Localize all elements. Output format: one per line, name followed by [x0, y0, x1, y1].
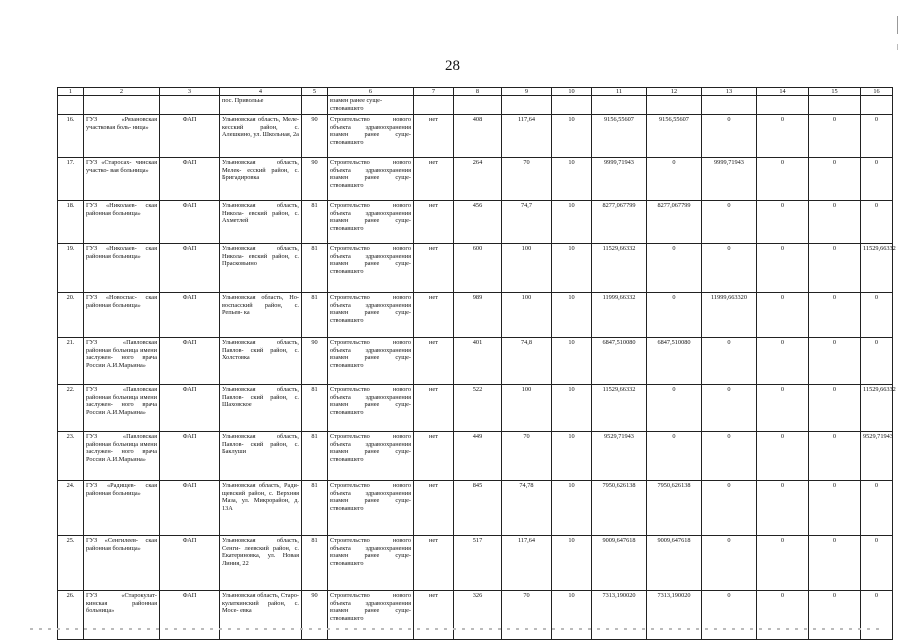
cell-description: Строительство нового объекта здравоохранения взамен ранее суще- ствовавшего [328, 201, 414, 244]
cell-facility-type: ФАП [160, 115, 220, 158]
cell-col5: 90 [302, 158, 328, 201]
cell-facility-type: ФАП [160, 244, 220, 293]
continuation-row [58, 96, 893, 115]
cell-description: Строительство нового объекта здравоохранения взамен ранее суще- ствовавшего [328, 293, 414, 338]
cell-row-number: 23. [58, 432, 84, 481]
cell-col14: 0 [757, 115, 809, 158]
cell-col12: 8277,067799 [647, 201, 702, 244]
cell-col7: нет [414, 481, 454, 536]
cell-organization: ГУЗ «Павловская районная больница имени заслужен- ного врача России А.И.Марьина» [84, 432, 160, 481]
cell-col14: 0 [757, 158, 809, 201]
cell-col8: 456 [454, 201, 502, 244]
cell-col7: нет [414, 115, 454, 158]
cell-col10: 10 [552, 481, 592, 536]
cell-description: Строительство нового объекта здравоохранения взамен ранее суще- ствовавшего [328, 338, 414, 385]
cell-address: пос. Привольье [220, 96, 302, 115]
cell-col10: 10 [552, 338, 592, 385]
page-number: 28 [445, 58, 460, 74]
cell-organization: ГУЗ «Николаев- ская районная больница» [84, 244, 160, 293]
scan-edge-mark [897, 16, 898, 34]
cell-description: Строительство нового объекта здравоохранения взамен ранее суще- ствовавшего [328, 432, 414, 481]
cell-col8: 408 [454, 115, 502, 158]
cell-col11: 7950,626138 [592, 481, 647, 536]
cell-col8: 401 [454, 338, 502, 385]
cell-facility-type: ФАП [160, 293, 220, 338]
column-header: 13 [702, 88, 757, 96]
cell-organization: ГУЗ «Старокулат- кинская районная больница» [84, 591, 160, 640]
cell-col13: 0 [702, 481, 757, 536]
cell-description: Строительство нового объекта здравоохранения взамен ранее суще- ствовавшего [328, 244, 414, 293]
cell-col10: 10 [552, 432, 592, 481]
cell-col16: 0 [861, 338, 893, 385]
cell-col16: 0 [861, 115, 893, 158]
cell-col9: 74,8 [502, 338, 552, 385]
cell-col14: 0 [757, 244, 809, 293]
column-number-row [58, 88, 893, 96]
cell-col9: 100 [502, 385, 552, 432]
cell-col12: 7950,626138 [647, 481, 702, 536]
cell-col15: 0 [809, 536, 861, 591]
cell-address: Ульяновская область, Никола- евский район, с. Ахметлей [220, 201, 302, 244]
cell-col12: 0 [647, 244, 702, 293]
cell-col16: 11529,66332 [861, 385, 893, 432]
cell-col11: 8277,067799 [592, 201, 647, 244]
cell-description: Строительство нового объекта здравоохранения взамен ранее суще- ствовавшего [328, 591, 414, 640]
cell-col16: 0 [861, 158, 893, 201]
cell-col10: 10 [552, 591, 592, 640]
cell-col16: 0 [861, 536, 893, 591]
cell-col12: 9009,647618 [647, 536, 702, 591]
cell-organization: ГУЗ «Старосах- чинская участко- вая больница» [84, 158, 160, 201]
cell-col11: 11529,66332 [592, 244, 647, 293]
cell-col12: 0 [647, 158, 702, 201]
scan-edge-mark [897, 44, 898, 50]
cell-col16: 0 [861, 201, 893, 244]
cell-col15: 0 [809, 201, 861, 244]
cell-col7: нет [414, 591, 454, 640]
cell-col7: нет [414, 338, 454, 385]
cell-address: Ульяновская область, Никола- евский район, с. Прасковьино [220, 244, 302, 293]
cell-col11: 6847,510080 [592, 338, 647, 385]
column-header: 9 [502, 88, 552, 96]
cell-col15: 0 [809, 385, 861, 432]
cell-col13: 0 [702, 536, 757, 591]
cell-row-number: 17. [58, 158, 84, 201]
cell-address: Ульяновская область, Павлов- ский район, с. Баклуши [220, 432, 302, 481]
cell-col15: 0 [809, 432, 861, 481]
cell-row-number: 26. [58, 591, 84, 640]
cell-col14: 0 [757, 481, 809, 536]
cell-col14: 0 [757, 432, 809, 481]
table-row [58, 536, 893, 591]
cell-col8: 264 [454, 158, 502, 201]
table-row [58, 293, 893, 338]
cell-col7: нет [414, 385, 454, 432]
column-header: 4 [220, 88, 302, 96]
cell-description: Строительство нового объекта здравоохранения взамен ранее суще- ствовавшего [328, 158, 414, 201]
column-header: 1 [58, 88, 84, 96]
cell-col16: 0 [861, 481, 893, 536]
cell-col15: 0 [809, 244, 861, 293]
table-row [58, 591, 893, 640]
cell-col16: 11529,66332 [861, 244, 893, 293]
column-header: 16 [861, 88, 893, 96]
table-row [58, 115, 893, 158]
cell-col5: 90 [302, 591, 328, 640]
cell-address: Ульяновская область, Меле- кесский район, с. Алешкино, ул. Школьная, 2а [220, 115, 302, 158]
cell-col9: 74,7 [502, 201, 552, 244]
cell-col9: 70 [502, 432, 552, 481]
cell-col5: 90 [302, 115, 328, 158]
cell-col16: 0 [861, 293, 893, 338]
cell-description: Строительство нового объекта здравоохранения взамен ранее суще- ствовавшего [328, 536, 414, 591]
column-header: 5 [302, 88, 328, 96]
column-header: 10 [552, 88, 592, 96]
cell-col5: 81 [302, 432, 328, 481]
cell-col10: 10 [552, 201, 592, 244]
cell-col11: 9156,55607 [592, 115, 647, 158]
cell-organization: ГУЗ «Николаев- ская районная больница» [84, 201, 160, 244]
cell-col9: 70 [502, 158, 552, 201]
cell-col5: 81 [302, 481, 328, 536]
cell-col12: 0 [647, 293, 702, 338]
cell-facility-type: ФАП [160, 201, 220, 244]
column-header: 11 [592, 88, 647, 96]
cell-col14: 0 [757, 201, 809, 244]
cell-col7: нет [414, 158, 454, 201]
table-row [58, 158, 893, 201]
column-header: 14 [757, 88, 809, 96]
cell-col10: 10 [552, 244, 592, 293]
cell-col7: нет [414, 432, 454, 481]
column-header: 6 [328, 88, 414, 96]
cell-facility-type: ФАП [160, 385, 220, 432]
cell-col9: 100 [502, 293, 552, 338]
cell-col5: 81 [302, 385, 328, 432]
cell-col8: 517 [454, 536, 502, 591]
cell-col11: 9999,71943 [592, 158, 647, 201]
data-table [57, 87, 896, 640]
cell-row-number: 21. [58, 338, 84, 385]
cell-col8: 845 [454, 481, 502, 536]
cell-col14: 0 [757, 536, 809, 591]
cell-row-number: 18. [58, 201, 84, 244]
cell-organization: ГУЗ «Павловская районная больница имени заслужен- ного врача России А.И.Марьина» [84, 385, 160, 432]
cell-col15: 0 [809, 591, 861, 640]
cell-facility-type: ФАП [160, 536, 220, 591]
cell-address: Ульяновская область, Ради- щевский район, с. Верхняя Маза, ул. Микрорайон, д. 13А [220, 481, 302, 536]
cell-col7: нет [414, 244, 454, 293]
cell-col8: 600 [454, 244, 502, 293]
cell-col14: 0 [757, 591, 809, 640]
cell-row-number: 19. [58, 244, 84, 293]
cell-address: Ульяновская область, Павлов- ский район, с. Холстовка [220, 338, 302, 385]
cell-col5: 81 [302, 244, 328, 293]
cell-col15: 0 [809, 115, 861, 158]
cell-col9: 74,78 [502, 481, 552, 536]
cell-organization: ГУЗ «Павловская районная больница имени заслужен- ного врача России А.И.Марьина» [84, 338, 160, 385]
cell-organization: ГУЗ «Рязановская участковая боль- ница» [84, 115, 160, 158]
cell-col9: 70 [502, 591, 552, 640]
cell-col11: 11999,66332 [592, 293, 647, 338]
cell-organization: ГУЗ «Радищев- ская районная больница» [84, 481, 160, 536]
cell-col13: 0 [702, 432, 757, 481]
cell-col13: 0 [702, 201, 757, 244]
cell-facility-type: ФАП [160, 338, 220, 385]
column-header: 2 [84, 88, 160, 96]
cell-col15: 0 [809, 481, 861, 536]
cell-row-number: 16. [58, 115, 84, 158]
cell-col16: 9529,71943 [861, 432, 893, 481]
cell-col13: 0 [702, 591, 757, 640]
cell-address: Ульяновская область, Сенги- леевский район, с. Екатериновка, ул. Новая Линия, 22 [220, 536, 302, 591]
cell-col5: 90 [302, 338, 328, 385]
cell-col14: 0 [757, 338, 809, 385]
cell-description: Строительство нового объекта здравоохранения взамен ранее суще- ствовавшего [328, 115, 414, 158]
cell-facility-type: ФАП [160, 158, 220, 201]
cell-col13: 9999,71943 [702, 158, 757, 201]
cell-col13: 0 [702, 385, 757, 432]
cell-col13: 11999,663320 [702, 293, 757, 338]
cell-col15: 0 [809, 338, 861, 385]
cell-col7: нет [414, 201, 454, 244]
cell-facility-type: ФАП [160, 432, 220, 481]
cell-col15: 0 [809, 158, 861, 201]
cell-address: Ульяновская область, Павлов- ский район, с. Шаховское [220, 385, 302, 432]
table-row [58, 338, 893, 385]
column-header: 7 [414, 88, 454, 96]
cell-col13: 0 [702, 115, 757, 158]
column-header: 15 [809, 88, 861, 96]
cell-col15: 0 [809, 293, 861, 338]
cell-col14: 0 [757, 385, 809, 432]
cell-col10: 10 [552, 293, 592, 338]
cell-row-number: 25. [58, 536, 84, 591]
cell-facility-type: ФАП [160, 591, 220, 640]
cell-col9: 117,64 [502, 115, 552, 158]
cell-col5: 81 [302, 536, 328, 591]
cell-address: Ульяновская область, Но- воспасский район, с. Репьев- ка [220, 293, 302, 338]
cell-col12: 7313,190020 [647, 591, 702, 640]
table-row [58, 201, 893, 244]
cell-row-number: 24. [58, 481, 84, 536]
cell-address: Ульяновская область, Старо- кулаткинский район, с. Мосе- евка [220, 591, 302, 640]
table-row [58, 244, 893, 293]
cell-col5: 81 [302, 201, 328, 244]
cell-col12: 6847,510080 [647, 338, 702, 385]
cell-col12: 0 [647, 385, 702, 432]
cell-address: Ульяновская область, Мелек- есский район, с. Бригадировка [220, 158, 302, 201]
cell-col10: 10 [552, 536, 592, 591]
cell-col11: 9529,71943 [592, 432, 647, 481]
cell-col16: 0 [861, 591, 893, 640]
cell-col14: 0 [757, 293, 809, 338]
cell-facility-type: ФАП [160, 481, 220, 536]
cell-col8: 326 [454, 591, 502, 640]
cell-col12: 0 [647, 432, 702, 481]
cell-col13: 0 [702, 338, 757, 385]
cell-col9: 100 [502, 244, 552, 293]
scan-bottom-noise [30, 628, 880, 630]
cell-col10: 10 [552, 115, 592, 158]
cell-description: Строительство нового объекта здравоохранения взамен ранее суще- ствовавшего [328, 385, 414, 432]
cell-col13: 0 [702, 244, 757, 293]
cell-col7: нет [414, 293, 454, 338]
table-row [58, 481, 893, 536]
cell-col8: 989 [454, 293, 502, 338]
cell-row-number: 20. [58, 293, 84, 338]
cell-col9: 117,64 [502, 536, 552, 591]
cell-description: Строительство нового объекта здравоохранения взамен ранее суще- ствовавшего [328, 481, 414, 536]
cell-col11: 7313,190020 [592, 591, 647, 640]
cell-description: взамен ранее суще- ствовавшего [328, 96, 414, 115]
cell-col5: 81 [302, 293, 328, 338]
table-row [58, 385, 893, 432]
column-header: 8 [454, 88, 502, 96]
cell-organization: ГУЗ «Сенгилеев- ская районная больница» [84, 536, 160, 591]
cell-col10: 10 [552, 385, 592, 432]
cell-col8: 522 [454, 385, 502, 432]
column-header: 3 [160, 88, 220, 96]
column-header: 12 [647, 88, 702, 96]
table-row [58, 432, 893, 481]
cell-organization: ГУЗ «Новоспас- ская районная больница» [84, 293, 160, 338]
cell-row-number: 22. [58, 385, 84, 432]
cell-col12: 9156,55607 [647, 115, 702, 158]
cell-col7: нет [414, 536, 454, 591]
cell-col11: 11529,66332 [592, 385, 647, 432]
cell-col10: 10 [552, 158, 592, 201]
cell-col8: 449 [454, 432, 502, 481]
cell-col11: 9009,647618 [592, 536, 647, 591]
